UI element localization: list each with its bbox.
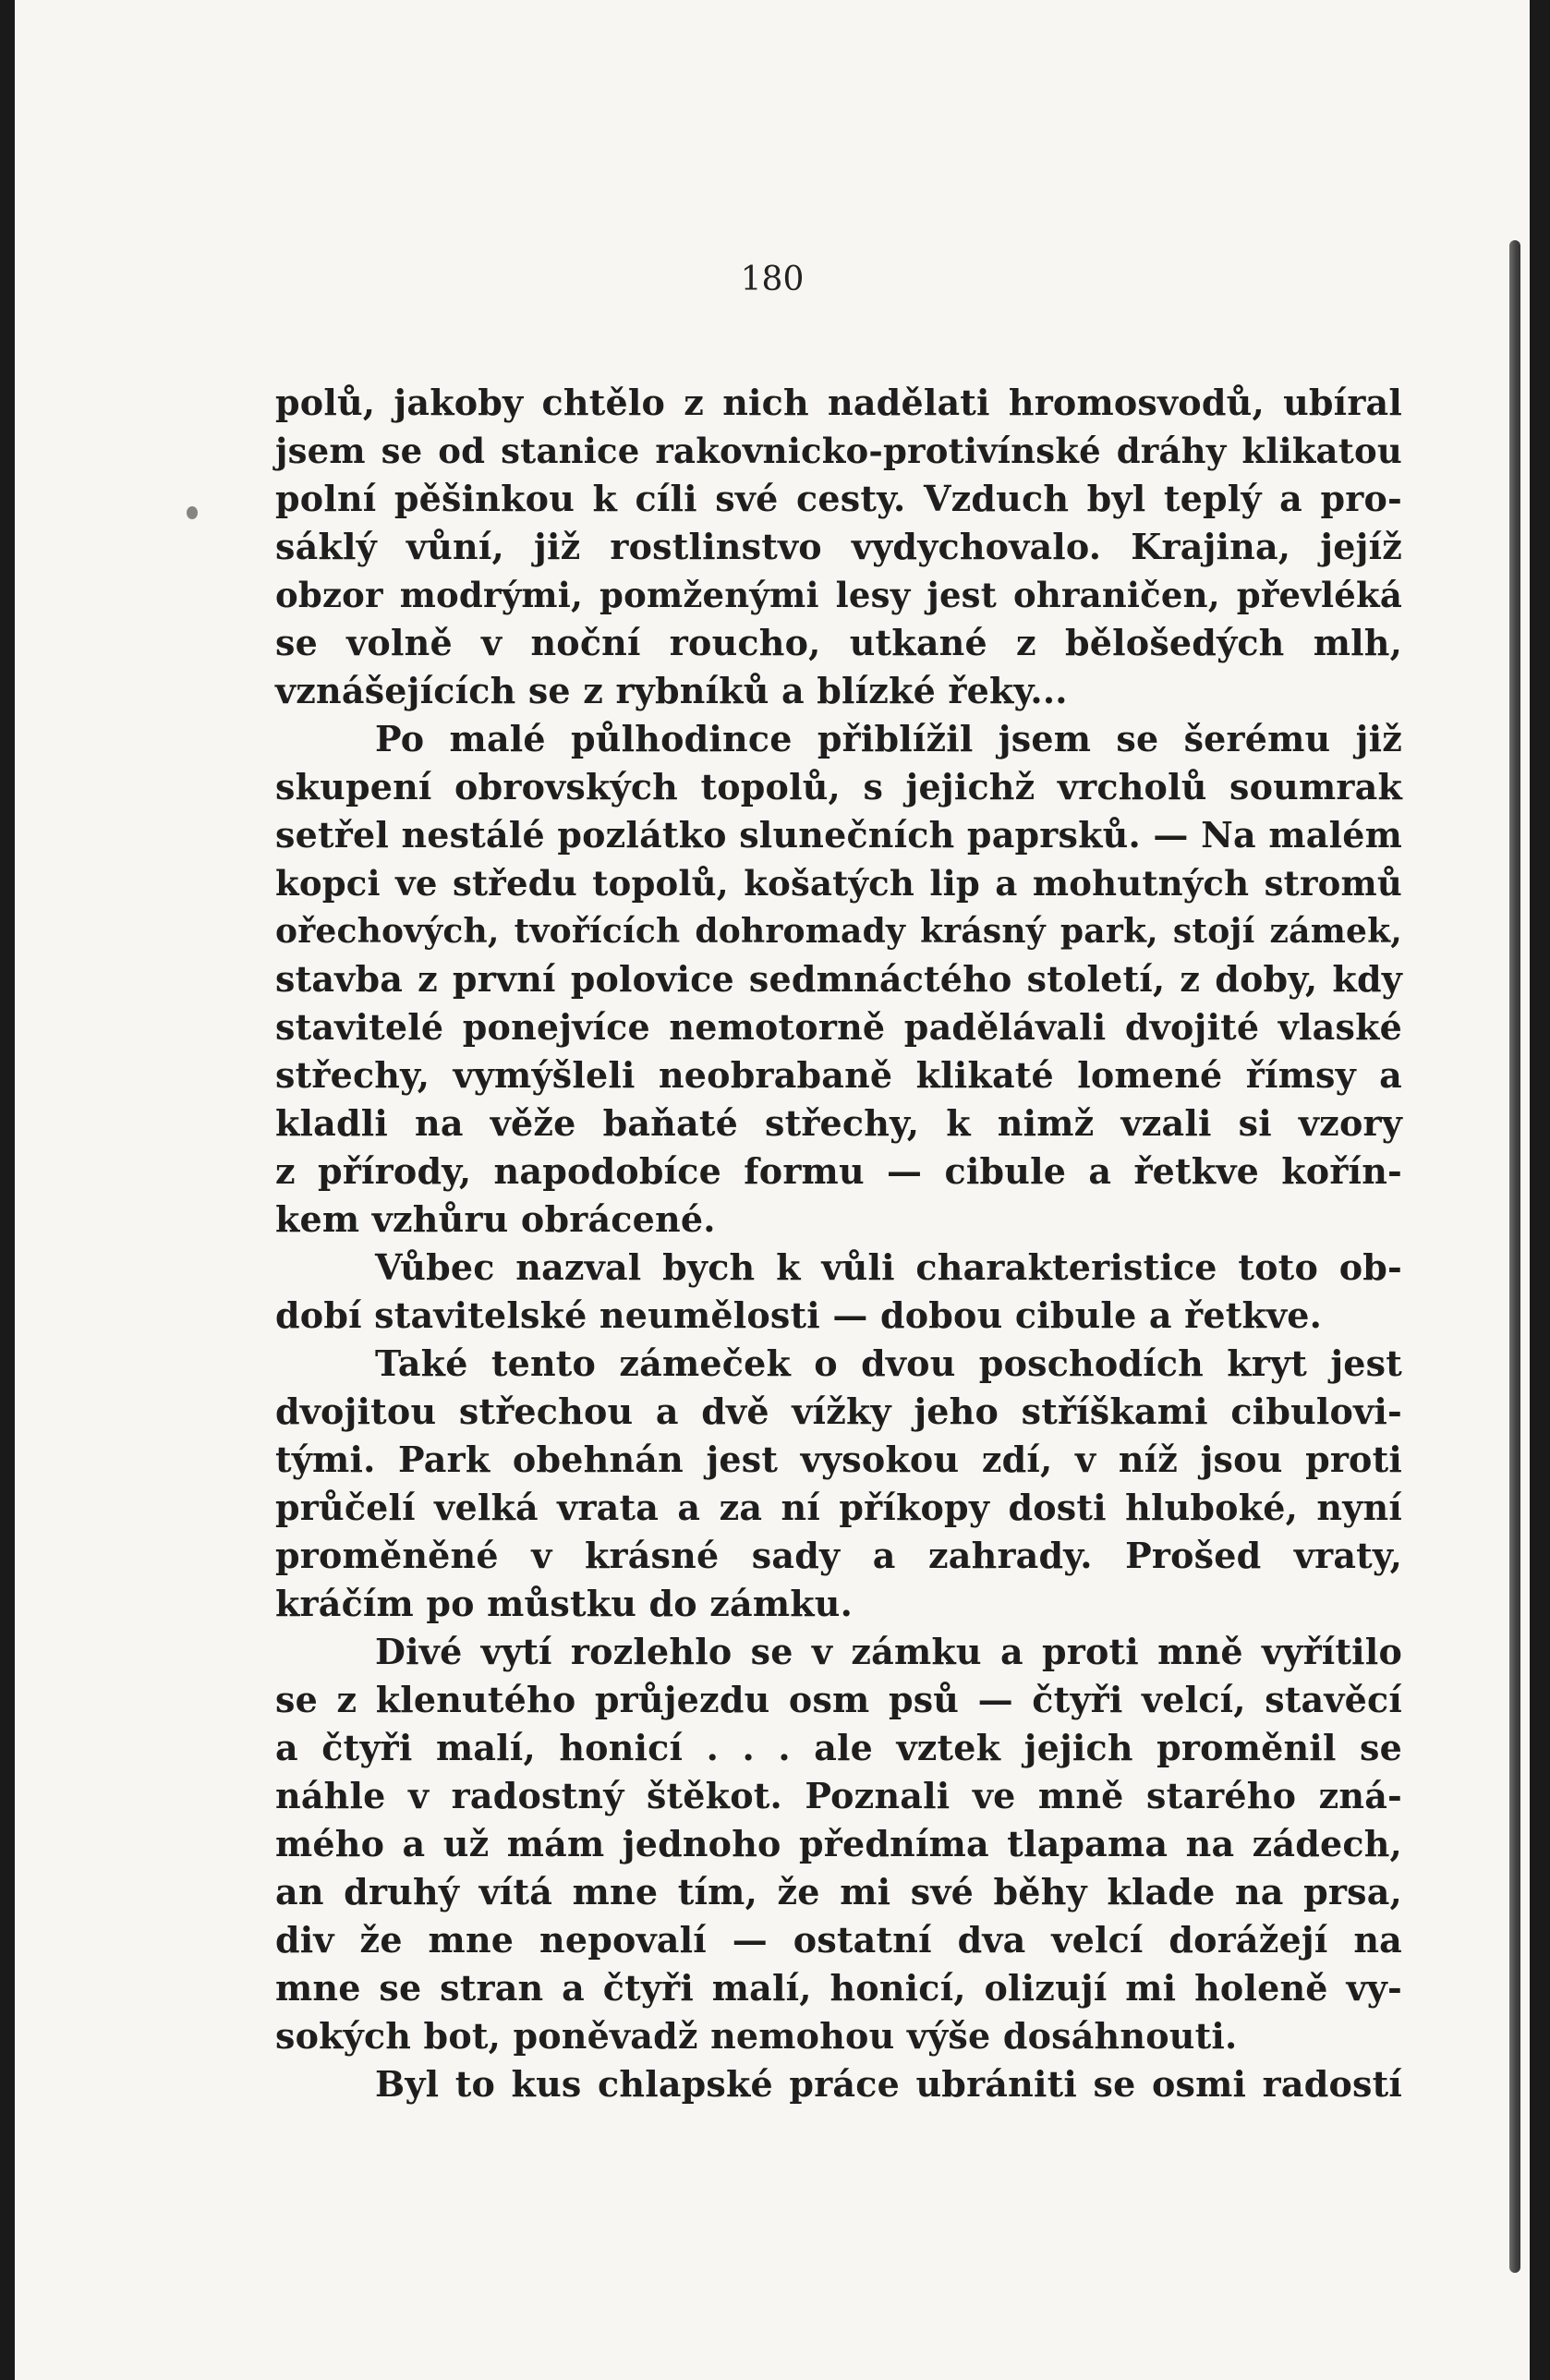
text-line: kem vzhůru obrácené. — [275, 1198, 716, 1240]
text-line: z přírody, napodobíce formu — cibule a řetkve kořín- — [275, 1150, 1402, 1192]
text-line: kráčím po můstku do zámku. — [275, 1583, 854, 1624]
text-line: kladli na věže baňaté střechy, k nimž vzali si vzory — [275, 1102, 1402, 1144]
text-line: Divé vytí rozlehlo se v zámku a proti mně vyřítilo — [375, 1631, 1402, 1672]
text-line: Vůbec nazval bych k vůli charakteristice toto ob- — [375, 1246, 1402, 1288]
text-line: Byl to kus chlapské práce ubrániti se osmi radostí — [375, 2063, 1402, 2105]
text-line: kopci ve středu topolů, košatých lip a mohutných stromů — [275, 863, 1402, 904]
text-line: střechy, vymýšleli neobrabaně klikaté lomené římsy a — [275, 1054, 1402, 1096]
book-spine-shadow — [1509, 240, 1520, 2273]
text-line: mne se stran a čtyři malí, honicí, olizují mi holeně vy- — [275, 1967, 1402, 2009]
text-line: průčelí velká vrata a za ní příkopy dosti hluboké, nyní — [275, 1487, 1402, 1528]
text-line: náhle v radostný štěkot. Poznali ve mně starého zná- — [275, 1775, 1402, 1816]
text-line: div že mne nepovalí — ostatní dva velcí dorážejí na — [275, 1919, 1402, 1961]
text-line: sáklý vůní, již rostlinstvo vydychovalo. Krajina, jejíž — [275, 526, 1402, 567]
book-page — [15, 0, 1530, 2380]
text-line: an druhý vítá mne tím, že mi své běhy klade na prsa, — [275, 1871, 1402, 1912]
text-line: sokých bot, poněvadž nemohou výše dosáhnouti. — [275, 2015, 1238, 2057]
text-line: dobí stavitelské neumělosti — dobou cibule a řetkve. — [275, 1294, 1323, 1336]
text-line: obzor modrými, pomženými lesy jest ohraničen, převléká — [275, 575, 1402, 615]
text-line: a čtyři malí, honicí . . . ale vztek jejich proměnil se — [275, 1727, 1402, 1768]
text-line: dvojitou střechou a dvě vížky jeho stříškami cibulovi- — [275, 1390, 1402, 1432]
text-line: jsem se od stanice rakovnicko-protivínské dráhy klikatou — [275, 431, 1402, 471]
text-line: se volně v noční roucho, utkané z bělošedých mlh, — [275, 622, 1402, 663]
text-line: Po malé půlhodince přiblížil jsem se šerému již — [375, 718, 1402, 759]
text-line: mého a už mám jednoho předníma tlapama na zádech, — [275, 1823, 1402, 1864]
text-line: polů, jakoby chtělo z nich nadělati hromosvodů, ubíral — [275, 382, 1402, 423]
text-line: ořechových, tvořících dohromady krásný park, stojí zámek, — [275, 912, 1402, 951]
text-line: stavba z první polovice sedmnáctého století, z doby, kdy — [275, 958, 1402, 1000]
text-line: setřel nestálé pozlátko slunečních paprsků. — Na malém — [275, 814, 1402, 856]
text-line: Také tento zámeček o dvou poschodích kryt jest — [375, 1342, 1402, 1384]
text-line: vznášejících se z rybníků a blízké řeky... — [275, 670, 1068, 711]
text-line: tými. Park obehnán jest vysokou zdí, v níž jsou proti — [275, 1439, 1402, 1480]
text-line: polní pěšinkou k cíli své cesty. Vzduch byl teplý a pro- — [275, 478, 1402, 519]
ink-speck — [187, 506, 198, 519]
body-text — [275, 379, 1402, 2108]
text-line: stavitelé ponejvíce nemotorně padělávali dvojité vlaské — [275, 1006, 1402, 1048]
text-line: skupení obrovských topolů, s jejichž vrcholů soumrak — [275, 766, 1402, 808]
text-line: proměněné v krásné sady a zahrady. Prošed vraty, — [275, 1535, 1402, 1576]
page-number: 180 — [740, 261, 805, 298]
text-line: se z klenutého průjezdu osm psů — čtyři velcí, stavěcí — [275, 1679, 1402, 1720]
